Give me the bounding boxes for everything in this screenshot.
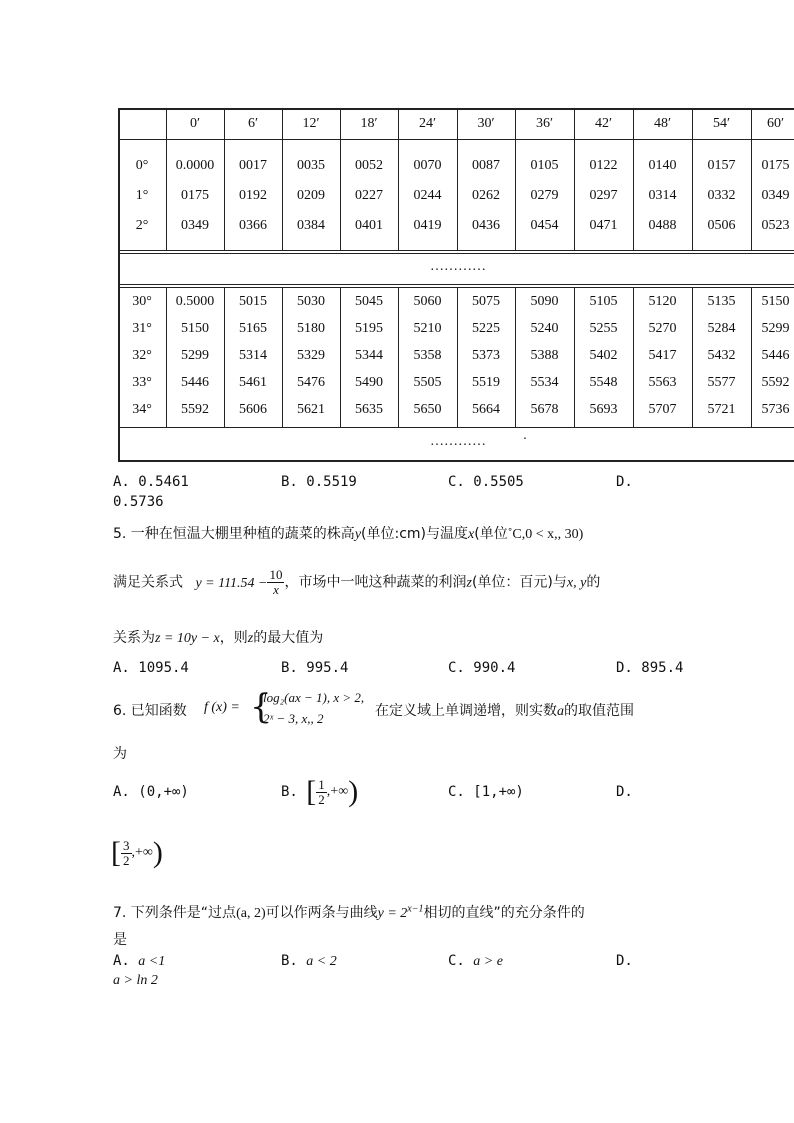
table-sep3 — [118, 427, 794, 428]
table-cell: 0454 — [530, 218, 559, 233]
table-cell: 5707 — [648, 402, 677, 417]
q6-b-rest: ,+∞ — [326, 784, 349, 799]
table-cell: 0436 — [472, 218, 500, 233]
q7-option-d[interactable]: D. — [616, 953, 633, 969]
table-cell: 0070 — [413, 158, 442, 173]
table-cell: 5678 — [530, 402, 559, 417]
q7-option-b[interactable] — [281, 953, 337, 970]
q5-frac-den: x — [273, 582, 279, 597]
q6-case1: log₂(ax − 1), x > 2, — [263, 690, 365, 705]
table-ellipsis: ………… — [430, 434, 486, 449]
q5-text-f: (单位：百元)与 — [471, 574, 567, 591]
table-cell: 5090 — [530, 294, 559, 309]
table-cell: 0488 — [648, 218, 677, 233]
q7-text-a: 7. 下列条件是“过点 — [113, 905, 237, 921]
q6-d-rest: ,+∞ — [131, 845, 153, 860]
table-col-header: 6′ — [247, 116, 259, 131]
q5-text-a: 5. 一种在恒温大棚里种植的蔬菜的株高 — [113, 526, 355, 542]
q6-fx: f (x) = — [204, 700, 240, 715]
table-col-header: 24′ — [418, 116, 437, 131]
table-cell: 5105 — [589, 294, 618, 309]
q5-option-b[interactable]: B. 995.4 — [281, 660, 349, 676]
table-cell: 5417 — [648, 348, 677, 363]
q5-line3 — [113, 627, 323, 647]
table-cell: 5446 — [181, 375, 209, 390]
table-col-header: 0′ — [189, 116, 201, 131]
q6-b-bracket-right: ) — [348, 775, 359, 808]
table-row-degree: 32° — [132, 348, 152, 363]
table-cell: 0506 — [707, 218, 736, 233]
q5-text-i: ，则 — [219, 630, 248, 646]
q6-case2: 2ˣ − 3, x,, 2 — [263, 711, 324, 726]
table-dot: · — [522, 432, 528, 447]
table-cell: 0122 — [589, 158, 618, 173]
table-cell: 0349 — [181, 218, 209, 233]
table-cell: 0192 — [239, 188, 267, 203]
q4-option-a[interactable]: A. 0.5461 — [113, 474, 189, 490]
table-cell: 5388 — [530, 348, 559, 363]
q5-fraction — [267, 568, 284, 597]
table-cell: 5240 — [530, 321, 559, 336]
table-cell: 0140 — [648, 158, 677, 173]
q5-text-h: 关系为 — [113, 630, 155, 646]
table-cell: 5150 — [181, 321, 209, 336]
q7-b-math: a < 2 — [306, 954, 337, 969]
table-sep2-top — [118, 284, 794, 285]
table-cell: 0384 — [297, 218, 325, 233]
table-cell: 0332 — [707, 188, 736, 203]
table-cell: 5373 — [472, 348, 500, 363]
table-cell: 0262 — [472, 188, 500, 203]
table-cell: 5402 — [589, 348, 618, 363]
q6-text-a: 6. 已知函数 — [113, 703, 187, 719]
table-cell: 5563 — [648, 375, 677, 390]
table-cell: 5344 — [355, 348, 383, 363]
table-cell: 5314 — [239, 348, 267, 363]
table-cell: 5650 — [413, 402, 442, 417]
table-cell: 0.5000 — [175, 294, 215, 309]
table-cell: 0401 — [355, 218, 383, 233]
table-row-degree: 1° — [135, 188, 149, 203]
q7-curve: y = 2 — [377, 906, 408, 921]
table-cell: 0175 — [181, 188, 209, 203]
table-cell: 0279 — [530, 188, 559, 203]
table-cell: 5548 — [589, 375, 618, 390]
q7-text-c: 相切的直线”的充分条件的 — [423, 905, 585, 921]
table-cell: 5577 — [707, 375, 736, 390]
trig-table — [0, 0, 794, 470]
table-cell: 5195 — [355, 321, 383, 336]
q5-text-j: 的最大值为 — [253, 630, 324, 646]
q5-text-b: (单位:cm)与温度 — [361, 526, 469, 542]
q4-option-b[interactable]: B. 0.5519 — [281, 474, 357, 490]
table-cell: 5621 — [297, 402, 325, 417]
table-cell: 0209 — [297, 188, 325, 203]
table-cell: 5045 — [355, 294, 383, 309]
table-cell: 5721 — [707, 402, 736, 417]
q6-b-num: 1 — [318, 776, 325, 792]
q6-text-b: 在定义域上单调递增，则实数 — [375, 703, 557, 719]
table-sep1-top — [118, 250, 794, 251]
table-cell: 0227 — [355, 188, 383, 203]
q5-frac-num: 10 — [269, 567, 283, 582]
table-cell: 0419 — [413, 218, 442, 233]
q6-option-b[interactable] — [281, 775, 358, 809]
q5-text-d: 满足关系式 — [113, 574, 183, 591]
q5-line2 — [113, 568, 600, 597]
q6-d-bracket-left: [ — [111, 836, 121, 869]
q6-brace: { — [250, 687, 272, 727]
q7-c-math: a > e — [473, 954, 503, 969]
q7-option-a[interactable] — [113, 953, 165, 970]
q5-option-a[interactable]: A. 1095.4 — [113, 660, 189, 676]
q6-text-c: 的取值范围 — [564, 703, 634, 719]
table-row-degree: 30° — [132, 294, 152, 309]
table-cell: 5060 — [413, 294, 442, 309]
table-cell: 0087 — [472, 158, 500, 173]
table-row-degree: 0° — [135, 158, 149, 173]
table-row-degree: 31° — [132, 321, 152, 336]
table-cell: 5150 — [761, 294, 790, 309]
q6-option-a[interactable]: A. (0,+∞) — [113, 784, 189, 800]
table-ellipsis: ………… — [430, 259, 486, 274]
table-cell: 5606 — [239, 402, 267, 417]
q6-line1 — [113, 700, 187, 720]
table-col-header: 36′ — [535, 116, 554, 131]
table-cell: 5736 — [761, 402, 790, 417]
table-cell: 5490 — [355, 375, 383, 390]
table-cell: 0.0000 — [175, 158, 215, 173]
table-cell: 0244 — [413, 188, 442, 203]
table-cell: 0175 — [761, 158, 790, 173]
q6-option-d[interactable]: D. — [616, 784, 633, 800]
table-row-degree: 33° — [132, 375, 152, 390]
table-cell: 0297 — [589, 188, 618, 203]
table-col-header: 48′ — [653, 116, 672, 131]
q5-equation2: z = 10y − x — [155, 631, 220, 646]
table-cell: 5299 — [181, 348, 209, 363]
q6-option-d-expr — [111, 836, 163, 870]
table-cell: 5284 — [707, 321, 736, 336]
table-cell: 5461 — [239, 375, 267, 390]
table-col-header: 60′ — [766, 116, 785, 131]
table-cell: 5030 — [297, 294, 325, 309]
table-cell: 5329 — [297, 348, 325, 363]
table-cell: 5270 — [648, 321, 677, 336]
q7-line2: 是 — [113, 932, 127, 948]
table-col-header: 30′ — [477, 116, 495, 131]
q6-b-den: 2 — [318, 791, 325, 807]
table-cell: 5519 — [472, 375, 500, 390]
q4-option-d-value: 0.5736 — [113, 494, 164, 510]
q5-text-e: ，市场中一吨这种蔬菜的利润 — [284, 574, 467, 591]
table-col-header: 18′ — [360, 116, 378, 131]
q7-text-b: 可以作两条与曲线 — [265, 905, 378, 921]
table-cell: 5180 — [297, 321, 325, 336]
q5-var-x: x — [468, 527, 475, 542]
table-cell: 5592 — [761, 375, 790, 390]
table-cell: 0471 — [589, 218, 618, 233]
q5-line1 — [113, 523, 583, 543]
q6-line2: 为 — [113, 746, 127, 762]
table-cell: 0035 — [297, 158, 325, 173]
q6-d-fraction — [121, 839, 132, 868]
q5-option-c[interactable]: C. 990.4 — [448, 660, 516, 676]
table-cell: 5358 — [413, 348, 442, 363]
table-cell: 0366 — [239, 218, 267, 233]
table-cell: 5299 — [761, 321, 790, 336]
table-bottom-border — [118, 460, 794, 462]
table-cell: 5210 — [413, 321, 442, 336]
table-cell: 5120 — [648, 294, 677, 309]
table-sep1-bottom — [118, 253, 794, 254]
q5-var-z: z — [466, 575, 472, 591]
q5-equation: y = 111.54 − — [195, 575, 268, 591]
q6-option-c[interactable]: C. [1,+∞) — [448, 784, 524, 800]
q7-b-label: B. — [281, 953, 298, 969]
q6-option-b-label: B. — [281, 784, 298, 800]
table-cell: 5505 — [413, 375, 442, 390]
q5-var-xy: x, y — [566, 575, 587, 591]
q4-option-c[interactable]: C. 0.5505 — [448, 474, 524, 490]
table-cell: 5446 — [761, 348, 790, 363]
q6-b-bracket-left: [ — [306, 775, 317, 808]
table-col-header: 12′ — [302, 116, 320, 131]
table-cell: 0052 — [355, 158, 383, 173]
q6-line1-rest — [375, 700, 634, 720]
table-cell: 5075 — [472, 294, 500, 309]
q6-d-den: 2 — [123, 852, 130, 868]
q7-a-label: A. — [113, 953, 130, 969]
table-cell: 5476 — [297, 375, 325, 390]
q7-a-math: a <1 — [138, 954, 166, 969]
table-cell: 0523 — [761, 218, 790, 233]
q5-text-c: (单位 — [474, 526, 508, 542]
q5-range: ˚C,0 < x,, 30) — [507, 527, 584, 542]
q5-option-d[interactable]: D. 895.4 — [616, 660, 684, 676]
table-cell: 5165 — [239, 321, 267, 336]
q4-option-d[interactable]: D. — [616, 474, 633, 490]
q6-b-fraction — [316, 778, 327, 807]
table-cell: 5534 — [530, 375, 559, 390]
q6-d-num: 3 — [123, 837, 130, 853]
q5-var-y: y — [354, 527, 362, 542]
q7-c-label: C. — [448, 953, 465, 969]
table-col-header: 54′ — [712, 116, 731, 131]
table-cell: 0349 — [761, 188, 790, 203]
q6-var-a: a — [557, 704, 564, 719]
table-cell: 5664 — [472, 402, 500, 417]
table-row-degree: 2° — [135, 218, 149, 233]
table-cell: 5635 — [355, 402, 383, 417]
q7-point: (a, 2) — [236, 906, 266, 921]
table-col-header: 42′ — [594, 116, 613, 131]
table-cell: 0017 — [239, 158, 267, 173]
q6-d-bracket-right: ) — [152, 836, 163, 869]
q7-option-c[interactable] — [448, 953, 503, 970]
q6-option-b-expr — [306, 775, 359, 808]
table-cell: 0314 — [648, 188, 677, 203]
table-cell: 5225 — [472, 321, 500, 336]
table-cell: 5255 — [589, 321, 618, 336]
table-cell: 5135 — [707, 294, 736, 309]
table-cell: 5693 — [589, 402, 618, 417]
q7-line1 — [113, 902, 585, 922]
table-cell: 0105 — [530, 158, 559, 173]
table-cell: 5015 — [239, 294, 267, 309]
q7-exponent: x−1 — [407, 903, 424, 915]
q5-text-g: 的 — [586, 574, 601, 591]
table-cell: 5432 — [707, 348, 736, 363]
table-cell: 5592 — [181, 402, 209, 417]
table-row-degree: 34° — [132, 402, 152, 417]
table-cell: 0157 — [707, 158, 736, 173]
q7-option-d-math: a > ln 2 — [113, 973, 158, 988]
q5-var-z2: z — [247, 631, 254, 646]
